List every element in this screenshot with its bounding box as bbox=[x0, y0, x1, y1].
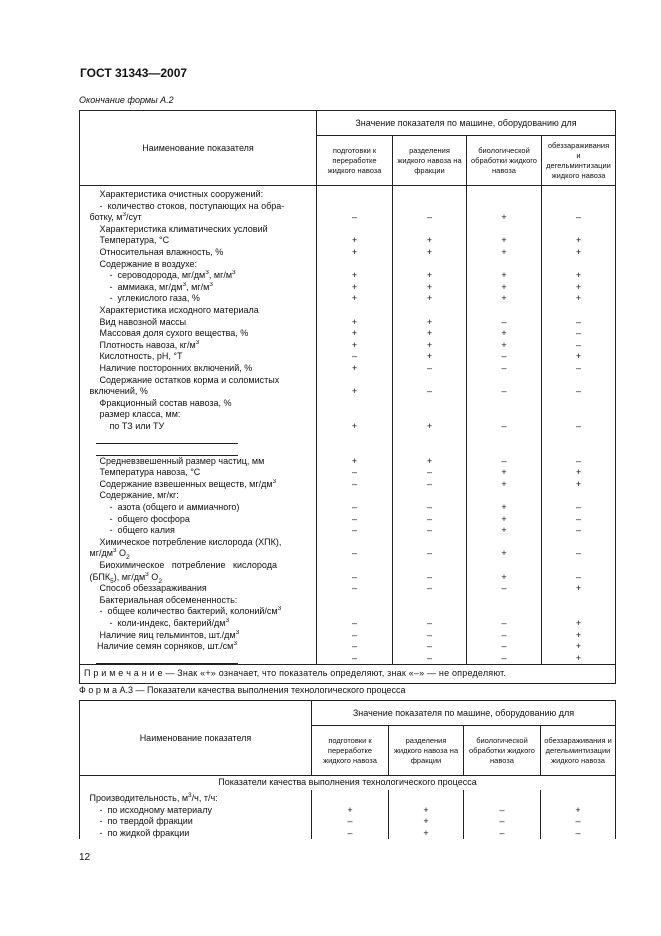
value-cell: – bbox=[317, 212, 393, 224]
value-cell: + bbox=[467, 270, 542, 282]
table-row bbox=[80, 537, 616, 549]
table-row bbox=[80, 398, 616, 410]
value-cell: + bbox=[542, 235, 616, 247]
value-cell bbox=[542, 537, 616, 549]
value-cell: – bbox=[467, 421, 542, 433]
table-row bbox=[80, 630, 616, 642]
indicator-name: по ТЗ или ТУ bbox=[80, 421, 317, 433]
value-cell: – bbox=[467, 641, 542, 653]
value-cell: + bbox=[317, 247, 393, 259]
value-cell bbox=[393, 375, 467, 387]
indicator-name: Наличие посторонних включений, % bbox=[80, 363, 317, 375]
table-row bbox=[80, 467, 616, 479]
value-cell bbox=[393, 305, 467, 317]
table-row bbox=[80, 583, 616, 595]
value-cell bbox=[542, 606, 616, 618]
col-header-disinfection: обеззараживания и дегельминтизации жидкого навоза bbox=[541, 726, 616, 776]
value-cell: + bbox=[317, 456, 393, 468]
value-cell: + bbox=[393, 282, 467, 294]
table-row bbox=[80, 186, 616, 201]
value-cell bbox=[393, 224, 467, 236]
value-cell: + bbox=[389, 828, 464, 840]
table-row bbox=[80, 340, 616, 352]
table-row bbox=[80, 421, 616, 433]
value-cell: + bbox=[542, 583, 616, 595]
value-cell: + bbox=[317, 235, 393, 247]
indicator-name: Температура, °С bbox=[80, 235, 317, 247]
indicator-name: - количество стоков, поступающих на обра- bbox=[80, 201, 317, 213]
table-row bbox=[80, 790, 616, 805]
indicator-name: Массовая доля сухого вещества, % bbox=[80, 328, 317, 340]
value-cell: + bbox=[317, 328, 393, 340]
table-row bbox=[80, 259, 616, 271]
table-row bbox=[80, 328, 616, 340]
value-cell: – bbox=[393, 630, 467, 642]
value-cell bbox=[393, 560, 467, 572]
value-cell: – bbox=[393, 363, 467, 375]
value-cell: – bbox=[464, 816, 541, 828]
table-row bbox=[80, 363, 616, 375]
indicator-name: Наличие яиц гельминтов, $шт./дм^3$ bbox=[80, 630, 317, 642]
table-row bbox=[80, 305, 616, 317]
indicator-name: Содержание в воздухе: bbox=[80, 259, 317, 271]
value-cell: – bbox=[317, 467, 393, 479]
value-cell bbox=[317, 305, 393, 317]
value-cell: + bbox=[467, 525, 542, 537]
table-row bbox=[80, 293, 616, 305]
value-cell: + bbox=[542, 618, 616, 630]
value-cell: – bbox=[317, 641, 393, 653]
value-cell bbox=[393, 490, 467, 502]
table-row bbox=[80, 224, 616, 236]
table-row bbox=[80, 247, 616, 259]
value-cell bbox=[542, 375, 616, 387]
value-cell bbox=[467, 432, 542, 444]
value-cell: – bbox=[393, 467, 467, 479]
value-cell: – bbox=[393, 502, 467, 514]
value-cell: – bbox=[312, 828, 389, 840]
value-cell bbox=[393, 201, 467, 213]
value-cell: – bbox=[317, 514, 393, 526]
value-cell: – bbox=[542, 572, 616, 584]
value-cell: + bbox=[317, 317, 393, 329]
value-cell: + bbox=[317, 363, 393, 375]
indicator-name: - по жидкой фракции bbox=[80, 828, 312, 840]
col-header-separation: разделения жидкого навоза на фракции bbox=[389, 726, 464, 776]
value-cell: + bbox=[393, 340, 467, 352]
value-cell: – bbox=[542, 212, 616, 224]
value-cell bbox=[542, 201, 616, 213]
value-cell: – bbox=[542, 328, 616, 340]
value-cell: + bbox=[393, 293, 467, 305]
value-cell: – bbox=[393, 479, 467, 491]
value-cell: + bbox=[317, 282, 393, 294]
value-cell: – bbox=[542, 363, 616, 375]
value-cell: – bbox=[393, 548, 467, 560]
indicator-name: Содержание остатков корма и соломистых bbox=[80, 375, 317, 387]
value-cell: – bbox=[542, 548, 616, 560]
indicator-name: Бактериальная обсемененность: bbox=[80, 595, 317, 607]
value-cell bbox=[542, 560, 616, 572]
value-cell bbox=[393, 432, 467, 444]
value-cell bbox=[467, 595, 542, 607]
value-cell bbox=[467, 224, 542, 236]
indicator-name: $мг/дм^3$ $О_2$ bbox=[80, 548, 317, 560]
value-cell: – bbox=[317, 548, 393, 560]
col-header-group: Значение показателя по машине, оборудованию для bbox=[312, 701, 616, 726]
value-cell: – bbox=[464, 805, 541, 817]
col-header-biological: биологической обработки жидкого навоза bbox=[467, 136, 542, 186]
value-cell: + bbox=[393, 270, 467, 282]
value-cell bbox=[541, 790, 616, 805]
indicator-name: Характеристика исходного материала bbox=[80, 305, 317, 317]
value-cell: – bbox=[467, 583, 542, 595]
indicator-name: ботку, $м^3$/сут bbox=[80, 212, 317, 224]
value-cell: – bbox=[542, 514, 616, 526]
indicator-name: - коли-индекс, бактерий/$дм^3$ bbox=[80, 618, 317, 630]
value-cell: + bbox=[467, 340, 542, 352]
value-cell: + bbox=[467, 282, 542, 294]
col-header-name: Наименование показателя bbox=[80, 701, 312, 776]
indicator-name bbox=[80, 432, 317, 444]
value-cell bbox=[542, 224, 616, 236]
indicator-name: включений, % bbox=[80, 386, 317, 398]
value-cell: – bbox=[317, 572, 393, 584]
value-cell bbox=[467, 305, 542, 317]
indicator-name: Средневзвешенный размер частиц, мм bbox=[80, 456, 317, 468]
value-cell: + bbox=[317, 270, 393, 282]
form-a3-body bbox=[80, 776, 616, 840]
value-cell: + bbox=[467, 328, 542, 340]
value-cell: – bbox=[317, 618, 393, 630]
value-cell: – bbox=[467, 317, 542, 329]
value-cell: – bbox=[542, 502, 616, 514]
value-cell: + bbox=[393, 421, 467, 433]
table-row bbox=[80, 606, 616, 618]
table-row bbox=[80, 270, 616, 282]
col-header-separation: разделения жидкого навоза на фракции bbox=[393, 136, 467, 186]
blank-line bbox=[96, 447, 238, 456]
value-cell bbox=[393, 444, 467, 456]
value-cell bbox=[542, 186, 616, 201]
indicator-name: - по исходному материалу bbox=[80, 805, 312, 817]
col-header-preparation: подготовки к переработке жидкого навоза bbox=[317, 136, 393, 186]
value-cell: + bbox=[467, 548, 542, 560]
indicator-name: Вид навозной массы bbox=[80, 317, 317, 329]
value-cell: + bbox=[389, 805, 464, 817]
indicator-name: Содержание взвешенных веществ, $мг/дм^3$ bbox=[80, 479, 317, 491]
value-cell: + bbox=[542, 479, 616, 491]
indicator-name: Кислотность, рН, °Т bbox=[80, 351, 317, 363]
value-cell bbox=[467, 490, 542, 502]
value-cell: – bbox=[542, 386, 616, 398]
table-row bbox=[80, 201, 616, 213]
indicator-name: Содержание, мг/кг: bbox=[80, 490, 317, 502]
value-cell: – bbox=[541, 816, 616, 828]
value-cell bbox=[467, 375, 542, 387]
form-a2-table bbox=[79, 110, 616, 684]
table-row bbox=[80, 375, 616, 387]
value-cell bbox=[393, 259, 467, 271]
value-cell: – bbox=[393, 525, 467, 537]
value-cell bbox=[467, 201, 542, 213]
value-cell bbox=[467, 409, 542, 421]
value-cell bbox=[542, 398, 616, 410]
value-cell: + bbox=[467, 572, 542, 584]
value-cell: + bbox=[542, 351, 616, 363]
value-cell bbox=[542, 259, 616, 271]
indicator-name: Фракционный состав навоза, % bbox=[80, 398, 317, 410]
table-row bbox=[80, 805, 616, 817]
table-row bbox=[80, 641, 616, 653]
value-cell bbox=[542, 490, 616, 502]
table-row bbox=[80, 386, 616, 398]
value-cell: + bbox=[541, 805, 616, 817]
value-cell bbox=[312, 790, 389, 805]
value-cell: + bbox=[317, 340, 393, 352]
table-row bbox=[80, 618, 616, 630]
indicator-name: - по твердой фракции bbox=[80, 816, 312, 828]
table-row bbox=[80, 317, 616, 329]
value-cell: – bbox=[393, 572, 467, 584]
value-cell: + bbox=[393, 456, 467, 468]
value-cell: – bbox=[317, 351, 393, 363]
value-cell: + bbox=[542, 247, 616, 259]
value-cell bbox=[317, 560, 393, 572]
value-cell: + bbox=[317, 421, 393, 433]
value-cell bbox=[317, 186, 393, 201]
indicator-name: $(БПК_5)$, $мг/дм^3$ $О_2$ bbox=[80, 572, 317, 584]
value-cell: + bbox=[393, 328, 467, 340]
value-cell: + bbox=[393, 247, 467, 259]
value-cell bbox=[317, 595, 393, 607]
value-cell bbox=[317, 444, 393, 456]
value-cell: – bbox=[317, 525, 393, 537]
value-cell: – bbox=[467, 351, 542, 363]
indicator-name: - углекислого газа, % bbox=[80, 293, 317, 305]
indicator-name bbox=[80, 444, 317, 456]
page-number: 12 bbox=[79, 852, 91, 863]
indicator-name: - аммиака, $мг/дм^3$, $мг/м^3$ bbox=[80, 282, 317, 294]
table-row bbox=[80, 212, 616, 224]
value-cell: + bbox=[389, 816, 464, 828]
value-cell: + bbox=[542, 641, 616, 653]
table-row bbox=[80, 816, 616, 828]
value-cell bbox=[464, 790, 541, 805]
table-row bbox=[80, 409, 616, 421]
value-cell bbox=[467, 537, 542, 549]
col-header-name: Наименование показателя bbox=[80, 111, 317, 186]
value-cell: + bbox=[467, 467, 542, 479]
value-cell: + bbox=[467, 247, 542, 259]
indicator-name: Способ обеззараживания bbox=[80, 583, 317, 595]
indicator-name: Температура навоза, °С bbox=[80, 467, 317, 479]
table-row bbox=[80, 514, 616, 526]
value-cell: – bbox=[393, 212, 467, 224]
indicator-name: - общего фосфора bbox=[80, 514, 317, 526]
value-cell bbox=[393, 186, 467, 201]
value-cell bbox=[467, 444, 542, 456]
value-cell: + bbox=[467, 479, 542, 491]
table-row bbox=[80, 444, 616, 456]
value-cell bbox=[393, 537, 467, 549]
indicator-name: размер класса, мм: bbox=[80, 409, 317, 421]
value-cell bbox=[317, 606, 393, 618]
value-cell bbox=[317, 259, 393, 271]
value-cell: + bbox=[542, 282, 616, 294]
col-header-disinfection: обеззараживания и дегельминтизации жидкого навоза bbox=[542, 136, 616, 186]
value-cell: + bbox=[317, 293, 393, 305]
indicator-name: Плотность навоза, $кг/м^3$ bbox=[80, 340, 317, 352]
value-cell: – bbox=[317, 653, 393, 665]
col-header-biological: биологической обработки жидкого навоза bbox=[464, 726, 541, 776]
value-cell bbox=[393, 595, 467, 607]
value-cell bbox=[542, 432, 616, 444]
value-cell bbox=[317, 537, 393, 549]
section-title: Показатели качества выполнения технологического процесса bbox=[80, 776, 616, 791]
value-cell: – bbox=[542, 525, 616, 537]
table-row bbox=[80, 282, 616, 294]
indicator-name: Наличие семян сорняков, $шт./см^3$ bbox=[80, 641, 317, 653]
value-cell bbox=[467, 606, 542, 618]
value-cell: + bbox=[467, 235, 542, 247]
doc-title: ГОСТ 31343—2007 bbox=[80, 66, 188, 80]
table-row bbox=[80, 572, 616, 584]
value-cell: – bbox=[467, 363, 542, 375]
value-cell: + bbox=[467, 293, 542, 305]
value-cell: + bbox=[393, 317, 467, 329]
value-cell: + bbox=[542, 630, 616, 642]
value-cell: – bbox=[467, 386, 542, 398]
value-cell: + bbox=[317, 386, 393, 398]
value-cell: – bbox=[542, 340, 616, 352]
indicator-name: - сероводорода, $мг/дм^3$, $мг/м^3$ bbox=[80, 270, 317, 282]
table-row bbox=[80, 235, 616, 247]
value-cell: – bbox=[312, 816, 389, 828]
value-cell: + bbox=[467, 212, 542, 224]
form-a2-caption: Окончание формы А.2 bbox=[79, 95, 174, 105]
value-cell: – bbox=[467, 653, 542, 665]
value-cell bbox=[542, 409, 616, 421]
value-cell: – bbox=[317, 502, 393, 514]
blank-line bbox=[96, 435, 238, 444]
indicator-name: Характеристика климатических условий bbox=[80, 224, 317, 236]
table-row bbox=[80, 479, 616, 491]
form-a2-body bbox=[80, 186, 616, 665]
indicator-name: Относительная влажность, % bbox=[80, 247, 317, 259]
value-cell bbox=[393, 398, 467, 410]
table-row bbox=[80, 525, 616, 537]
value-cell: – bbox=[317, 479, 393, 491]
value-cell: – bbox=[542, 421, 616, 433]
value-cell bbox=[317, 490, 393, 502]
value-cell bbox=[467, 398, 542, 410]
value-cell: – bbox=[317, 583, 393, 595]
indicator-name: - общее количество бактерий, колоний/$см^3$ bbox=[80, 606, 317, 618]
indicator-name bbox=[80, 653, 317, 665]
indicator-name: Химическое потребление кислорода (ХПК), bbox=[80, 537, 317, 549]
value-cell bbox=[317, 201, 393, 213]
value-cell bbox=[542, 595, 616, 607]
value-cell bbox=[317, 375, 393, 387]
table-row bbox=[80, 351, 616, 363]
form-a3-table bbox=[79, 700, 616, 839]
value-cell: – bbox=[393, 653, 467, 665]
value-cell bbox=[317, 432, 393, 444]
table-row bbox=[80, 828, 616, 840]
table-row bbox=[80, 548, 616, 560]
value-cell bbox=[467, 259, 542, 271]
indicator-name: Биохимическое потребление кислорода bbox=[80, 560, 317, 572]
table-row bbox=[80, 456, 616, 468]
value-cell: + bbox=[393, 351, 467, 363]
table-row bbox=[80, 595, 616, 607]
table-note: П р и м е ч а н и е — Знак «+» означает, что показатель определяют, знак «–» — не определяют. bbox=[80, 665, 616, 684]
value-cell: + bbox=[542, 467, 616, 479]
value-cell bbox=[467, 186, 542, 201]
col-header-group: Значение показателя по машине, оборудованию для bbox=[317, 111, 616, 136]
value-cell: + bbox=[542, 293, 616, 305]
indicator-name: Характеристика очистных сооружений: bbox=[80, 186, 317, 201]
value-cell bbox=[317, 398, 393, 410]
value-cell: – bbox=[464, 828, 541, 840]
value-cell bbox=[317, 224, 393, 236]
value-cell: + bbox=[542, 270, 616, 282]
col-header-preparation: подготовки к переработке жидкого навоза bbox=[312, 726, 389, 776]
table-row bbox=[80, 653, 616, 665]
value-cell bbox=[393, 606, 467, 618]
value-cell: – bbox=[467, 456, 542, 468]
value-cell: – bbox=[317, 630, 393, 642]
value-cell: – bbox=[393, 641, 467, 653]
indicator-name: - азота (общего и аммиачного) bbox=[80, 502, 317, 514]
value-cell bbox=[467, 560, 542, 572]
value-cell: – bbox=[542, 317, 616, 329]
value-cell bbox=[393, 409, 467, 421]
table-row bbox=[80, 432, 616, 444]
value-cell: – bbox=[393, 618, 467, 630]
table-row bbox=[80, 490, 616, 502]
value-cell bbox=[542, 305, 616, 317]
blank-line bbox=[96, 655, 238, 664]
value-cell: – bbox=[393, 583, 467, 595]
value-cell: – bbox=[467, 618, 542, 630]
table-row bbox=[80, 502, 616, 514]
value-cell: + bbox=[542, 653, 616, 665]
table-row bbox=[80, 560, 616, 572]
value-cell bbox=[542, 444, 616, 456]
value-cell: – bbox=[393, 514, 467, 526]
form-a3-caption: Ф о р м а А.3 — Показатели качества выполнения технологического процесса bbox=[79, 685, 406, 695]
value-cell: – bbox=[467, 630, 542, 642]
indicator-name: Производительность, $м^3/ч$, т/ч: bbox=[80, 790, 312, 805]
value-cell: – bbox=[393, 386, 467, 398]
indicator-name: - общего калия bbox=[80, 525, 317, 537]
value-cell: + bbox=[467, 502, 542, 514]
value-cell: – bbox=[542, 456, 616, 468]
value-cell bbox=[317, 409, 393, 421]
value-cell: + bbox=[312, 805, 389, 817]
value-cell bbox=[389, 790, 464, 805]
value-cell: + bbox=[393, 235, 467, 247]
value-cell: – bbox=[541, 828, 616, 840]
value-cell: + bbox=[467, 514, 542, 526]
